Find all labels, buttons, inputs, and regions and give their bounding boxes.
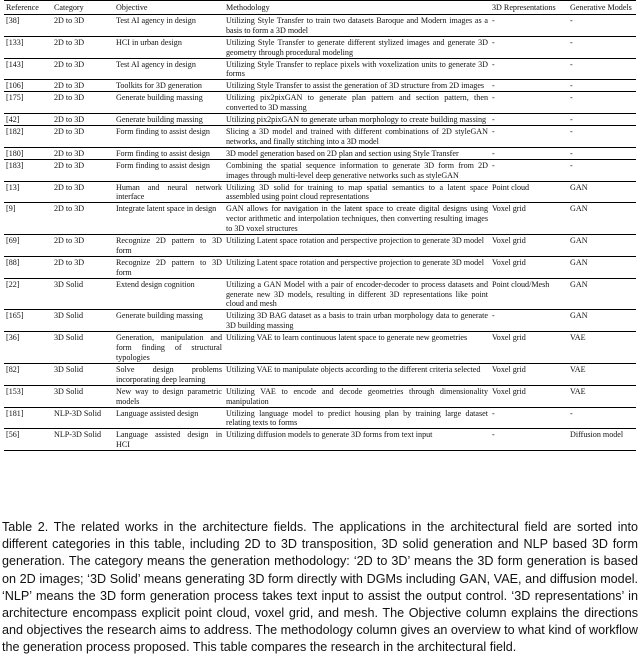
cell-reference: [22] bbox=[6, 279, 20, 289]
cell-category: 3D Solid bbox=[54, 386, 84, 396]
cell-category: 2D to 3D bbox=[54, 93, 85, 103]
cell-3d-representation: - bbox=[492, 160, 495, 170]
cell-3d-representation: - bbox=[492, 59, 495, 69]
cell-category: 3D Solid bbox=[54, 333, 84, 343]
cell-generative-model: - bbox=[570, 148, 573, 158]
cell-objective: Recognize 2D pattern to 3D form bbox=[116, 236, 222, 255]
table-body bbox=[4, 14, 636, 450]
table-row bbox=[4, 278, 636, 310]
cell-methodology: Utilizing 3D solid for training to map spatial semantics to a latent space assembled using point cloud representations bbox=[226, 182, 488, 202]
cell-objective: Form finding to assist design bbox=[116, 126, 210, 136]
table-row bbox=[4, 310, 636, 332]
cell-objective: Recognize 2D pattern to 3D form bbox=[116, 257, 222, 277]
cell-objective: Form finding to assist design bbox=[116, 148, 210, 158]
cell-objective: HCI in urban design bbox=[116, 37, 182, 47]
table-row bbox=[4, 407, 636, 429]
cell-objective: Language assisted design in HCI bbox=[116, 430, 222, 450]
cell-methodology: Utilizing Latent space rotation and perspective projection to generate 3D model bbox=[226, 257, 485, 267]
cell-3d-representation: Voxel grid bbox=[492, 204, 526, 214]
table-row bbox=[4, 203, 636, 235]
cell-reference: [9] bbox=[6, 204, 16, 214]
table-row bbox=[4, 159, 636, 181]
cell-category: 3D Solid bbox=[54, 279, 84, 289]
cell-methodology: Utilizing diffusion models to generate 3D forms from text input bbox=[226, 430, 433, 440]
cell-3d-representation: Voxel grid bbox=[492, 333, 526, 343]
header-objective: Objective bbox=[114, 1, 224, 15]
cell-reference: [180] bbox=[6, 148, 24, 158]
cell-category: 3D Solid bbox=[54, 311, 84, 321]
cell-3d-representation: Voxel grid bbox=[492, 386, 526, 396]
cell-reference: [42] bbox=[6, 115, 20, 125]
cell-reference: [181] bbox=[6, 408, 24, 418]
cell-category: 2D to 3D bbox=[54, 126, 85, 136]
cell-generative-model: - bbox=[570, 160, 573, 170]
cell-methodology: Utilizing VAE to learn continuous latent space to generate new geometries bbox=[226, 333, 468, 343]
table-caption: Table 2. The related works in the architecture fields. The applications in the architectural field are sorted into different categories in this table, including 2D to 3D transposition, 3D solid generation and NLP based 3D form generation. The category means the generation methodology: ‘2D to 3D’ means the 3D form generation is based on 2D images; ‘3D Solid’ means generating 3D form directly with DGMs including GAN, VAE, and diffusion model. ‘NLP’ means the 3D form generation process takes text input to assist the output control. ‘3D representations’ in architecture encompass explicit point cloud, voxel grid, and mesh. The Objective column explains the directions and objectives the research aims to address. The methodology column gives an overview to what kind of workflow the generation process proposed. This table compares the research in the architectural field. bbox=[2, 520, 638, 655]
cell-objective: New way to design parametric models bbox=[116, 386, 222, 406]
cell-reference: [183] bbox=[6, 160, 24, 170]
cell-category: 2D to 3D bbox=[54, 15, 85, 25]
cell-reference: [165] bbox=[6, 311, 24, 321]
cell-3d-representation: - bbox=[492, 126, 495, 136]
table-row bbox=[4, 235, 636, 257]
cell-reference: [13] bbox=[6, 182, 20, 192]
cell-objective: Generation, manipulation and form finding of structural typologies bbox=[116, 333, 222, 362]
table-row bbox=[4, 80, 636, 92]
cell-category: 2D to 3D bbox=[54, 160, 85, 170]
cell-generative-model: - bbox=[570, 37, 573, 47]
cell-generative-model: Diffusion model bbox=[570, 430, 624, 440]
cell-reference: [56] bbox=[6, 430, 20, 440]
cell-generative-model: VAE bbox=[570, 386, 586, 396]
cell-category: NLP-3D Solid bbox=[54, 408, 101, 418]
cell-category: 2D to 3D bbox=[54, 115, 85, 125]
cell-methodology: 3D model generation based on 2D plan and section using Style Transfer bbox=[226, 148, 459, 158]
cell-reference: [175] bbox=[6, 93, 24, 103]
cell-generative-model: GAN bbox=[570, 236, 588, 246]
cell-category: 3D Solid bbox=[54, 364, 84, 374]
cell-reference: [36] bbox=[6, 333, 20, 343]
cell-methodology: Utilizing Style Transfer to train two datasets Baroque and Modern images as a basis to form a 3D model bbox=[226, 15, 488, 35]
cell-3d-representation: Point cloud bbox=[492, 182, 530, 192]
cell-generative-model: VAE bbox=[570, 333, 586, 343]
cell-methodology: Utilizing 3D BAG dataset as a basis to train urban morphology data to generate 3D building massing bbox=[226, 311, 488, 331]
cell-methodology: Utilizing language model to predict housing plan by training large dataset relating texts to forms bbox=[226, 408, 488, 428]
table-row bbox=[4, 385, 636, 407]
cell-generative-model: GAN bbox=[570, 279, 588, 289]
cell-objective: Language assisted design bbox=[116, 408, 199, 418]
cell-3d-representation: Voxel grid bbox=[492, 257, 526, 267]
cell-generative-model: - bbox=[570, 115, 573, 125]
table-row bbox=[4, 36, 636, 58]
cell-3d-representation: Voxel grid bbox=[492, 236, 526, 246]
cell-3d-representation: - bbox=[492, 148, 495, 158]
cell-reference: [182] bbox=[6, 126, 24, 136]
table-row bbox=[4, 14, 636, 36]
cell-generative-model: - bbox=[570, 81, 573, 91]
cell-reference: [133] bbox=[6, 37, 24, 47]
cell-category: 2D to 3D bbox=[54, 182, 85, 192]
cell-reference: [106] bbox=[6, 81, 24, 91]
cell-reference: [69] bbox=[6, 236, 20, 246]
cell-objective: Test AI agency in design bbox=[116, 15, 196, 25]
cell-methodology: Slicing a 3D model and trained with different combinations of 2D styleGAN networks, and finally stitching into a 3D model bbox=[226, 126, 488, 146]
cell-generative-model: - bbox=[570, 93, 573, 103]
cell-methodology: Utilizing Latent space rotation and perspective projection to generate 3D model bbox=[226, 236, 485, 246]
cell-3d-representation: - bbox=[492, 408, 495, 418]
cell-generative-model: GAN bbox=[570, 204, 588, 214]
cell-reference: [82] bbox=[6, 364, 20, 374]
cell-methodology: Utilizing a GAN Model with a pair of encoder-decoder to process datasets and generate new 3D models, resulting in different 3D representations like point cloud and mesh bbox=[226, 279, 488, 309]
table-row bbox=[4, 58, 636, 80]
cell-reference: [143] bbox=[6, 59, 24, 69]
table-row bbox=[4, 92, 636, 114]
cell-3d-representation: - bbox=[492, 430, 495, 440]
cell-generative-model: GAN bbox=[570, 182, 588, 192]
cell-objective: Solve design problems incorporating deep learning bbox=[116, 364, 222, 384]
cell-reference: [38] bbox=[6, 15, 20, 25]
cell-objective: Integrate latent space in design bbox=[116, 204, 217, 214]
cell-objective: Generate building massing bbox=[116, 115, 203, 125]
header-methodology: Methodology bbox=[224, 1, 490, 15]
cell-category: 2D to 3D bbox=[54, 257, 85, 267]
cell-methodology: Utilizing pix2pixGAN to generate plan pattern and section pattern, then converted to 3D massing bbox=[226, 93, 488, 113]
header-generative-models: Generative Models bbox=[568, 1, 636, 15]
cell-methodology: Utilizing VAE to manipulate objects according to the different criteria selected bbox=[226, 364, 481, 374]
cell-category: 2D to 3D bbox=[54, 37, 85, 47]
cell-generative-model: - bbox=[570, 408, 573, 418]
table-header-row bbox=[4, 1, 636, 15]
cell-3d-representation: - bbox=[492, 311, 495, 321]
cell-category: 2D to 3D bbox=[54, 204, 85, 214]
cell-objective: Human and neural network interface bbox=[116, 182, 222, 202]
cell-generative-model: - bbox=[570, 15, 573, 25]
cell-3d-representation: Voxel grid bbox=[492, 364, 526, 374]
table-row bbox=[4, 114, 636, 126]
cell-objective: Generate building massing bbox=[116, 311, 203, 321]
cell-methodology: Utilizing VAE to encode and decode geometries through dimensionality manipulation bbox=[226, 386, 488, 406]
cell-methodology: GAN allows for navigation in the latent space to create digital designs using vector arithmetic and interpolation techniques, then converting resulting images to 3D voxel structures bbox=[226, 204, 488, 234]
cell-3d-representation: - bbox=[492, 37, 495, 47]
cell-methodology: Utilizing pix2pixGAN to generate urban morphology to create building massing bbox=[226, 115, 487, 125]
cell-objective: Form finding to assist design bbox=[116, 160, 210, 170]
table-row bbox=[4, 181, 636, 203]
related-works-table bbox=[4, 0, 636, 451]
cell-methodology: Utilizing Style Transfer to generate different stylized images and generate 3D geometry through procedural modeling bbox=[226, 37, 488, 57]
header-category: Category bbox=[52, 1, 114, 15]
cell-reference: [153] bbox=[6, 386, 24, 396]
cell-3d-representation: - bbox=[492, 93, 495, 103]
cell-generative-model: VAE bbox=[570, 364, 586, 374]
table-row bbox=[4, 363, 636, 385]
cell-generative-model: - bbox=[570, 126, 573, 136]
cell-objective: Toolkits for 3D generation bbox=[116, 81, 202, 91]
cell-generative-model: GAN bbox=[570, 311, 588, 321]
cell-objective: Extend design cognition bbox=[116, 279, 195, 289]
cell-methodology: Utilizing Style Transfer to replace pixels with voxelization units to generate 3D forms bbox=[226, 59, 488, 79]
cell-methodology: Utilizing Style Transfer to assist the generation of 3D structure from 2D images bbox=[226, 81, 485, 91]
cell-generative-model: - bbox=[570, 59, 573, 69]
cell-3d-representation: - bbox=[492, 115, 495, 125]
cell-category: 2D to 3D bbox=[54, 236, 85, 246]
cell-category: 2D to 3D bbox=[54, 59, 85, 69]
cell-category: 2D to 3D bbox=[54, 148, 85, 158]
cell-3d-representation: - bbox=[492, 81, 495, 91]
table-row bbox=[4, 429, 636, 451]
cell-3d-representation: Point cloud/Mesh bbox=[492, 279, 550, 289]
cell-category: 2D to 3D bbox=[54, 81, 85, 91]
cell-objective: Generate building massing bbox=[116, 93, 203, 103]
cell-methodology: Combining the spatial sequence information to generate 3D form from 2D images through multi-level deep generative networks such as styleGAN bbox=[226, 160, 488, 180]
table-row bbox=[4, 147, 636, 159]
cell-objective: Test AI agency in design bbox=[116, 59, 196, 69]
header-3d-representations: 3D Representations bbox=[490, 1, 568, 15]
cell-reference: [88] bbox=[6, 257, 20, 267]
cell-category: NLP-3D Solid bbox=[54, 430, 101, 440]
table-row bbox=[4, 256, 636, 278]
table-row bbox=[4, 125, 636, 147]
table-row bbox=[4, 332, 636, 364]
cell-generative-model: GAN bbox=[570, 257, 588, 267]
header-reference: Reference bbox=[4, 1, 52, 15]
cell-3d-representation: - bbox=[492, 15, 495, 25]
